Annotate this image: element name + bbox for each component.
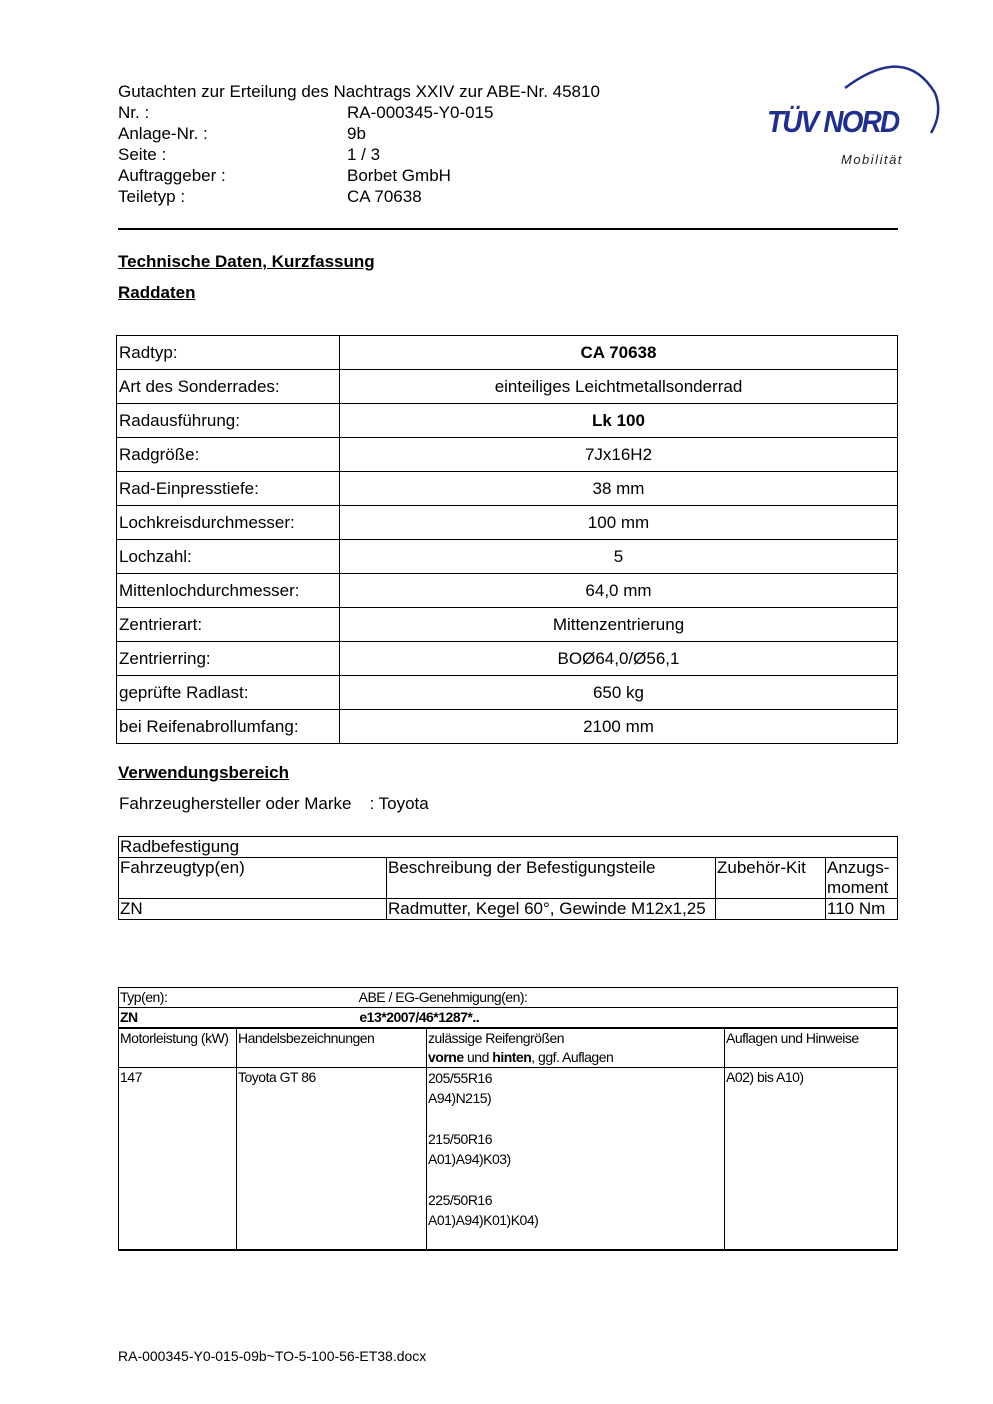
typ-value: ZN [120,1009,138,1025]
header-field-anlage: Anlage-Nr. : 9b [118,124,366,143]
rb-cell-moment: 110 Nm [826,899,898,920]
rb-header-beschreibung: Beschreibung der Befestigungsteile [387,858,716,899]
verwendung-line [119,794,429,814]
th-auflagen: Auflagen und Hinweise [725,1028,898,1068]
table-row [119,1068,898,1250]
header-divider [118,228,898,230]
raddaten-label: Radtyp: [117,336,340,370]
table-row [117,642,898,676]
radbefestigung-title: Radbefestigung [119,837,898,858]
raddaten-value: 38 mm [340,472,898,506]
table-row [117,404,898,438]
rb-cell-typ: ZN [119,899,387,920]
header-field-nr: Nr. : RA-000345-Y0-015 [118,103,494,122]
raddaten-value: 5 [340,540,898,574]
verwendung-label: Fahrzeughersteller oder Marke [119,794,352,813]
verwendung-sep: : [369,794,375,813]
th-reifengroessen: zulässige Reifengrößen vorne und hinten, ggf. Auflagen [427,1028,725,1068]
raddaten-value: BOØ64,0/Ø56,1 [340,642,898,676]
raddaten-value: Mittenzentrierung [340,608,898,642]
tyre-codes: A94)N215) [428,1090,492,1106]
rb-cell-kit [716,899,826,920]
table-row [117,574,898,608]
cell-handel: Toyota GT 86 [237,1068,427,1250]
footer-filename: RA-000345-Y0-015-09b~TO-5-100-56-ET38.docx [118,1348,427,1364]
typ-table [118,987,898,1251]
raddaten-label: Zentrierring: [117,642,340,676]
cell-kw: 147 [119,1068,237,1250]
table-row [117,438,898,472]
raddaten-label: Radgröße: [117,438,340,472]
raddaten-label: Art des Sonderrades: [117,370,340,404]
table-row [117,608,898,642]
typ-value-row [119,1008,898,1029]
raddaten-value: 100 mm [340,506,898,540]
raddaten-value: Lk 100 [340,404,898,438]
tyre-size: 215/50R16 [428,1131,493,1147]
raddaten-label: Mittenlochdurchmesser: [117,574,340,608]
raddaten-table [116,335,898,744]
abe-value: e13*2007/46*1287*.. [359,1009,480,1025]
table-row [117,370,898,404]
tyre-size: 225/50R16 [428,1192,493,1208]
raddaten-value: einteiliges Leichtmetallsonderrad [340,370,898,404]
section-title: Technische Daten, Kurzfassung [118,252,375,271]
verwendung-value: Toyota [378,794,429,813]
section-subtitle: Raddaten [118,283,196,302]
abe-label: ABE / EG-Genehmigung(en): [358,989,528,1005]
table-row [117,506,898,540]
table-row [117,540,898,574]
raddaten-label: Rad-Einpresstiefe: [117,472,340,506]
table-row [117,336,898,370]
logo-brand: TÜV NORD [767,104,899,139]
cell-auflagen: A02) bis A10) [725,1068,898,1250]
header-field-teiletyp: Teiletyp : CA 70638 [118,187,422,206]
table-row [117,676,898,710]
table-row [117,710,898,744]
tyre-codes: A01)A94)K01)K04) [428,1212,539,1228]
raddaten-label: Lochkreisdurchmesser: [117,506,340,540]
header-field-seite: Seite : 1 / 3 [118,145,381,164]
rb-header-kit: Zubehör-Kit [716,858,826,899]
tyre-codes: A01)A94)K03) [428,1151,511,1167]
rb-header-typ: Fahrzeugtyp(en) [119,858,387,899]
rb-header-moment: Anzugs-moment [826,858,898,899]
table-row [119,899,898,920]
raddaten-label: Lochzahl: [117,540,340,574]
radbefestigung-table [118,836,898,920]
table-row [117,472,898,506]
raddaten-value: 2100 mm [340,710,898,744]
verwendung-title: Verwendungsbereich [118,763,289,782]
raddaten-value: 650 kg [340,676,898,710]
raddaten-value: 64,0 mm [340,574,898,608]
header-field-auftraggeber: Auftraggeber : Borbet GmbH [118,166,451,185]
tyre-size: 205/55R16 [428,1070,493,1086]
raddaten-label: Radausführung: [117,404,340,438]
raddaten-label: bei Reifenabrollumfang: [117,710,340,744]
rb-cell-beschreibung: Radmutter, Kegel 60°, Gewinde M12x1,25 [387,899,716,920]
raddaten-value: 7Jx16H2 [340,438,898,472]
raddaten-value: CA 70638 [340,336,898,370]
document-title: Gutachten zur Erteilung des Nachtrags XXIV zur ABE-Nr. 45810 [118,82,600,101]
cell-reifen [427,1068,725,1250]
raddaten-label: geprüfte Radlast: [117,676,340,710]
th-motorleistung: Motorleistung (kW) [119,1028,237,1068]
typ-label-row [119,988,898,1008]
logo-subtitle: Mobilität [841,152,903,167]
raddaten-label: Zentrierart: [117,608,340,642]
tuv-nord-logo [765,58,940,178]
th-handelsbezeichnungen: Handelsbezeichnungen [237,1028,427,1068]
document-header [118,81,600,207]
typ-label: Typ(en): [120,989,168,1005]
